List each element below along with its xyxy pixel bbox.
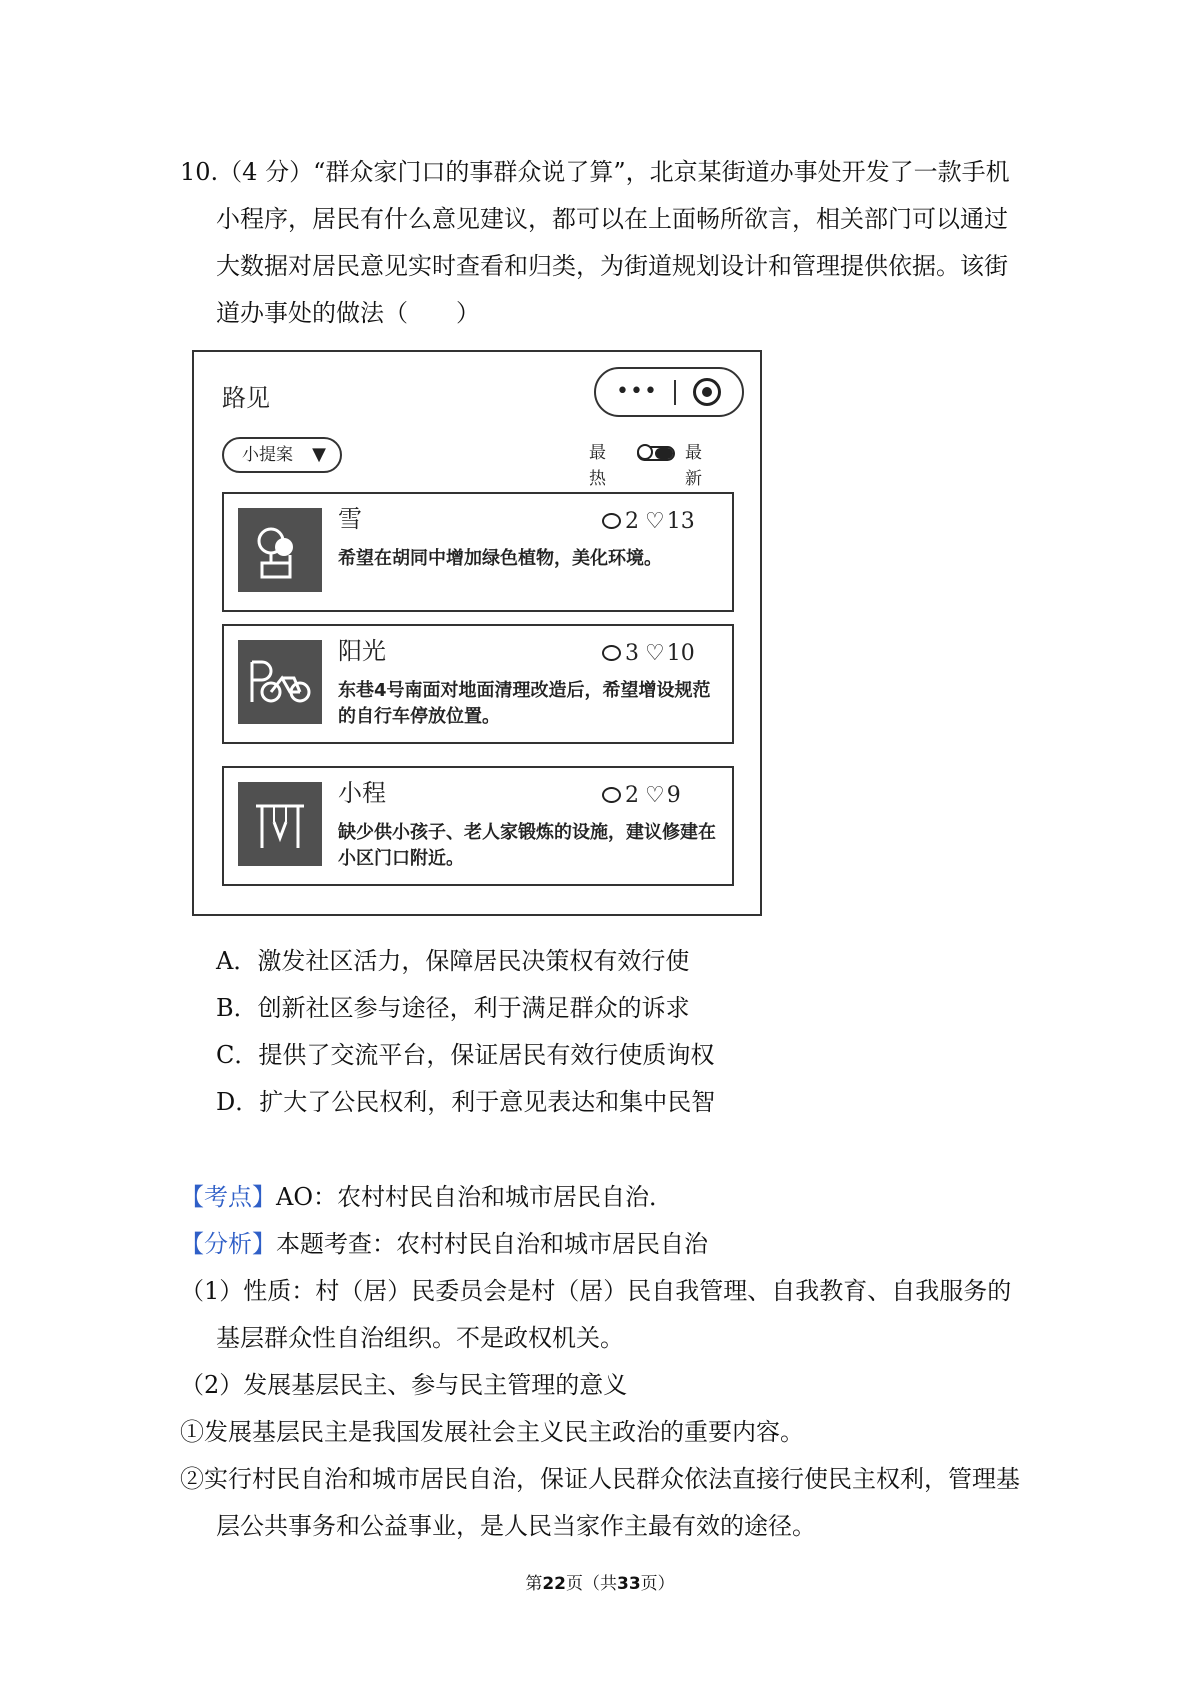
question-line-4: 道办事处的做法（ ） [216,299,480,327]
analysis-p1-line-2: 基层群众性自治组织。不是政权机关。 [216,1324,624,1352]
post-username: 雪 [338,505,362,533]
more-dots-icon: ••• [616,379,658,404]
analysis-p4-line-2: 层公共事务和公益事业，是人民当家作主最有效的途径。 [216,1512,816,1540]
page-footer [0,1573,1200,1595]
heart-icon: ♡ [645,783,665,808]
option-a: A．激发社区活力，保障居民决策权有效行使 [216,947,690,975]
question-line-1: 10.（4 分）“群众家门口的事群众说了算”，北京某街道办事处开发了一款手机 [180,158,1010,186]
post-message: 缺少供小孩子、老人家锻炼的设施，建议修建在小区门口附近。 [338,822,716,869]
option-d: D．扩大了公民权利，利于意见表达和集中民智 [216,1088,716,1116]
comment-count: 3 [625,641,639,666]
page-number: 22 [542,1574,566,1594]
capsule-divider [674,380,676,405]
analysis-p4-line-1: ②实行村民自治和城市居民自治，保证人民群众依法直接行使民主权利，管理基 [180,1465,1020,1493]
question-line-3: 大数据对居民意见实时查看和归类，为街道规划设计和管理提供依据。该街 [216,252,1008,280]
category-filter [222,437,342,473]
fenxi-line [180,1229,708,1259]
post-message: 希望在胡同中增加绿色植物，美化环境。 [338,548,662,569]
footer-suffix: 页） [640,1574,675,1594]
post-stats [602,782,681,810]
heart-icon: ♡ [645,641,665,666]
post-card [222,766,734,886]
like-count: 13 [666,509,695,534]
like-count: 9 [666,783,681,808]
post-stats [602,508,695,536]
toggle-icon [637,446,675,461]
post-username: 阳光 [338,637,386,665]
footer-prefix: 第 [525,1574,543,1594]
analysis-p1-line-1: （1）性质：村（居）民委员会是村（居）民自我管理、自我教育、自我服务的 [180,1277,1012,1305]
kaodian-line [180,1182,673,1212]
fitness-rings-icon [238,782,322,866]
post-username: 小程 [338,779,386,807]
post-card [222,492,734,612]
footer-middle: 页（共 [566,1574,617,1594]
kaodian-text: AO：农村村民自治和城市居民自治． [276,1183,674,1211]
post-message: 东巷4号南面对地面清理改造后，希望增设规范的自行车停放位置。 [338,680,711,727]
like-count: 10 [666,641,695,666]
fenxi-tag: 【分析】 [180,1230,276,1258]
comment-icon [602,645,621,661]
total-pages: 33 [617,1574,641,1594]
question-line-2: 小程序，居民有什么意见建议，都可以在上面畅所欲言，相关部门可以通过 [216,205,1008,233]
post-card [222,624,734,744]
kaodian-tag: 【考点】 [180,1183,276,1211]
close-target-icon [693,378,721,406]
analysis-p3: ①发展基层民主是我国发展社会主义民主政治的重要内容。 [180,1418,804,1446]
sort-new-label: 最新 [685,443,702,489]
heart-icon: ♡ [645,509,665,534]
fenxi-text: 本题考查：农村村民自治和城市居民自治 [276,1230,708,1258]
dropdown-triangle-icon: ▼ [312,444,326,465]
app-title: 路见 [222,384,270,412]
bicycle-parking-icon [238,640,322,724]
filter-label: 小提案 [242,445,293,465]
option-c: C．提供了交流平台，保证居民有效行使质询权 [216,1041,715,1069]
post-stats [602,640,695,668]
analysis-p2: （2）发展基层民主、参与民主管理的意义 [180,1371,628,1399]
comment-count: 2 [625,783,639,808]
capsule-menu [594,367,744,417]
sort-hot-label: 最热 [589,443,606,489]
tree-icon [238,508,322,592]
comment-icon [602,787,621,803]
miniprogram-figure [192,350,762,916]
option-b: B．创新社区参与途径，利于满足群众的诉求 [216,994,690,1022]
comment-count: 2 [625,509,639,534]
comment-icon [602,513,621,529]
